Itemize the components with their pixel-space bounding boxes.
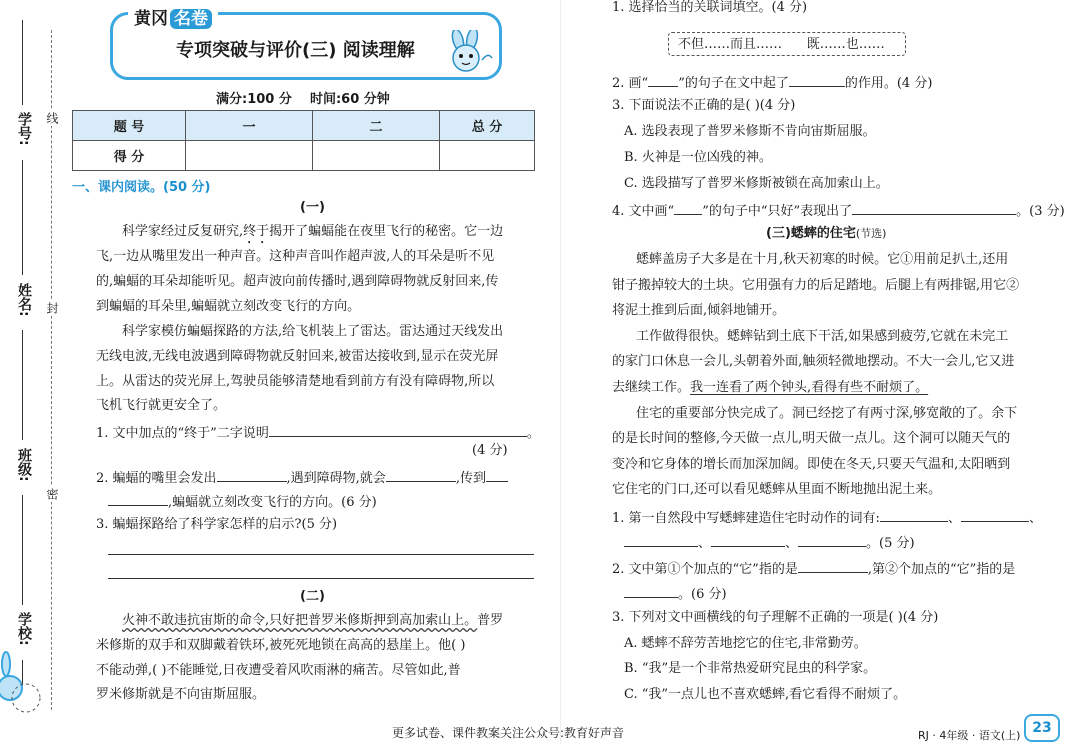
passage-line: 飞,一边从嘴里发出一种声音。这种声音叫作超声波,人的耳朵是听不见 — [96, 249, 495, 264]
answer-blank[interactable] — [624, 534, 698, 547]
page-title: 专项突破与评价(三) 阅读理解 — [176, 40, 415, 61]
passage-heading: (一) — [300, 200, 325, 215]
answer-blank[interactable] — [269, 424, 527, 437]
passage-heading: (二) — [300, 589, 325, 604]
score-header-cell: 二 — [313, 111, 440, 141]
score-table-row — [73, 141, 535, 171]
score-table — [72, 110, 535, 171]
answer-blank[interactable] — [217, 469, 287, 482]
passage-line: 住宅的重要部分快完成了。洞已经挖了有两寸深,够宽敞的了。余下 — [636, 406, 1018, 421]
answer-blank[interactable] — [624, 585, 678, 598]
passage-line: 上。从雷达的荧光屏上,驾驶员能够清楚地看到前方有没有障碍物,所以 — [96, 374, 495, 389]
option[interactable]: A. 选段表现了普罗米修斯不肯向宙斯屈服。 — [624, 124, 876, 139]
question: 3. 下列对文中画横线的句子理解不正确的一项是( )(4 分) — [612, 610, 939, 625]
name-line[interactable] — [22, 330, 23, 440]
score-row-label: 得 分 — [73, 141, 186, 171]
passage-line: 的是长时间的整修,今天做一点儿,明天做一点儿。这个洞可以随天气的 — [612, 431, 1011, 446]
answer-blank[interactable] — [486, 469, 508, 482]
option[interactable]: B. 火神是一位凶残的神。 — [624, 150, 772, 165]
option[interactable]: C. “我”一点儿也不喜欢蟋蟀,看它看得不耐烦了。 — [624, 687, 907, 702]
question: 1. 第一自然段中写蟋蟀建造住宅时动作的词有: 、 、 — [612, 511, 1042, 526]
name-line-top — [22, 160, 23, 275]
column-divider — [560, 0, 561, 744]
answer-blank[interactable] — [386, 469, 456, 482]
answer-blank[interactable] — [798, 560, 868, 573]
answer-blank[interactable] — [852, 202, 1016, 215]
answer-line[interactable] — [108, 554, 534, 555]
passage-line: 科学家模仿蝙蝠探路的方法,给飞机装上了雷达。雷达通过天线发出 — [122, 324, 504, 339]
passage-line: 的家门口休息一会儿,头朝着外面,触须轻微地摆动。不大一会儿,它又进 — [612, 354, 1015, 369]
fold-dashed-line — [51, 30, 52, 710]
score-header-cell: 题 号 — [73, 111, 186, 141]
question: 4. 文中画“ ”的句子中“只好”表现出了 。(3 分) — [612, 204, 1065, 219]
passage-line: 工作做得很快。蟋蟀钻到土底下干活,如果感到疲劳,它就在未完工 — [636, 329, 1009, 344]
passage-line: 无线电波,无线电波遇到障碍物就反射回来,被雷达接收到,显示在荧光屏 — [96, 349, 499, 364]
score-cell[interactable] — [313, 141, 440, 171]
passage-heading: (三)蟋蟀的住宅(节选) — [766, 226, 887, 241]
score-header-cell: 总 分 — [440, 111, 535, 141]
score-header-cell: 一 — [186, 111, 313, 141]
passage-line: 科学家经过反复研究,终于揭开了蝙蝠能在夜里飞行的秘密。它一边 — [122, 224, 504, 239]
footer-note: 更多试卷、课件教案关注公众号:教育好声音 — [392, 726, 625, 740]
question: 2. 蝙蝠的嘴里会发出 ,遇到障碍物,就会 ,传到 — [96, 469, 508, 485]
passage-line: 钳子搬掉较大的土块。它用强有力的后足踏地。后腿上有两排锯,用它② — [612, 278, 1020, 293]
line-sample — [674, 204, 702, 215]
margin-mark-mi: 密 — [45, 488, 59, 500]
student-id-label: 学号: — [16, 112, 32, 146]
answer-blank[interactable] — [961, 509, 1029, 522]
student-id-line[interactable] — [22, 20, 23, 105]
answer-blank[interactable] — [880, 509, 948, 522]
passage-line: 变冷和它身体的增长而加深加阔。即使在冬天,只要天气温和,太阳晒到 — [612, 457, 1011, 472]
question: 。(6 分) — [624, 585, 727, 601]
passage-line: 去继续工作。我一连看了两个钟头,看得有些不耐烦了。 — [612, 380, 929, 395]
answer-blank[interactable] — [798, 534, 866, 547]
wavy-line-sample — [648, 80, 678, 87]
passage-line: 的,蝙蝠的耳朵却能听见。超声波向前传播时,遇到障碍物就反射回来,传 — [96, 274, 499, 289]
passage-line: 将泥土推到后面,倾斜地铺开。 — [612, 303, 786, 318]
name-label: 姓名: — [16, 283, 32, 317]
score-cell[interactable] — [440, 141, 535, 171]
score-table-header-row — [73, 111, 535, 141]
rabbit-mascot-icon — [442, 30, 496, 76]
passage-line: 它住宅的门口,还可以看见蟋蟀从里面不断地抛出泥土来。 — [612, 482, 942, 497]
passage-line: 到蝙蝠的耳朵里,蝙蝠就立刻改变飞行的方向。 — [96, 299, 361, 314]
passage-line: 米修斯的双手和双脚戴着铁环,被死死地锁在高高的悬崖上。他( ) — [96, 638, 466, 653]
class-line[interactable] — [22, 495, 23, 605]
score-cell[interactable] — [186, 141, 313, 171]
margin-mark-xian: 线 — [45, 112, 59, 124]
question-score: (4 分) — [472, 443, 508, 458]
school-label: 学校: — [16, 612, 32, 646]
passage-line: 蟋蟀盖房子大多是在十月,秋天初寒的时候。它①用前足扒土,还用 — [636, 252, 1009, 267]
question: ,蝙蝠就立刻改变飞行的方向。(6 分) — [108, 493, 377, 509]
answer-blank[interactable] — [711, 534, 785, 547]
mascot-small-icon — [0, 650, 48, 720]
question: 1. 选择恰当的关联词填空。(4 分) — [612, 0, 808, 15]
option[interactable]: B. “我”是一个非常热爱研究昆虫的科学家。 — [624, 661, 877, 676]
passage-line: 不能动弹,( )不能睡觉,日夜遭受着风吹雨淋的痛苦。尽管如此,普 — [96, 663, 461, 678]
question: 3. 蝙蝠探路给了科学家怎样的启示?(5 分) — [96, 517, 338, 532]
dotted-word: 终于 — [243, 224, 270, 239]
option[interactable]: A. 蟋蟀不辞劳苦地挖它的住宅,非常勤劳。 — [624, 636, 867, 651]
word-choices: 不但……而且…… 既……也…… — [678, 37, 885, 52]
question: 2. 画“ ”的句子在文中起了 的作用。(4 分) — [612, 76, 933, 91]
answer-line[interactable] — [108, 578, 534, 579]
question: 、 、 。(5 分) — [624, 534, 915, 550]
section-title: 一、课内阅读。(50 分) — [72, 180, 211, 195]
brand-logo: 黄冈 名卷 — [128, 4, 218, 29]
exam-meta: 满分:100 分 时间:60 分钟 — [216, 92, 390, 107]
footer-grade: RJ · 4年级 · 语文(上) — [918, 729, 1021, 742]
passage-line: 火神不敢违抗宙斯的命令,只好把普罗米修斯押到高加索山上。普罗 — [122, 613, 504, 628]
underlined-sentence: 我一连看了两个钟头,看得有些不耐烦了。 — [690, 380, 929, 395]
class-label: 班级: — [16, 448, 32, 482]
answer-blank[interactable] — [789, 74, 845, 87]
passage-line: 飞机飞行就更安全了。 — [96, 398, 227, 413]
margin-mark-feng: 封 — [45, 302, 59, 314]
answer-blank[interactable] — [108, 493, 168, 506]
passage-line: 罗米修斯就是不向宙斯屈服。 — [96, 687, 266, 702]
page-number: 23 — [1024, 714, 1060, 742]
question: 2. 文中第①个加点的“它”指的是 ,第②个加点的“它”指的是 — [612, 562, 1016, 577]
question: 1. 文中加点的“终于”二字说明 。 — [96, 426, 540, 441]
question: 3. 下面说法不正确的是( )(4 分) — [612, 98, 796, 113]
option[interactable]: C. 选段描写了普罗米修斯被锁在高加索山上。 — [624, 176, 889, 191]
wavy-underlined-sentence: 火神不敢违抗宙斯的命令,只好把普罗米修斯押到高加索山上。 — [122, 613, 478, 628]
